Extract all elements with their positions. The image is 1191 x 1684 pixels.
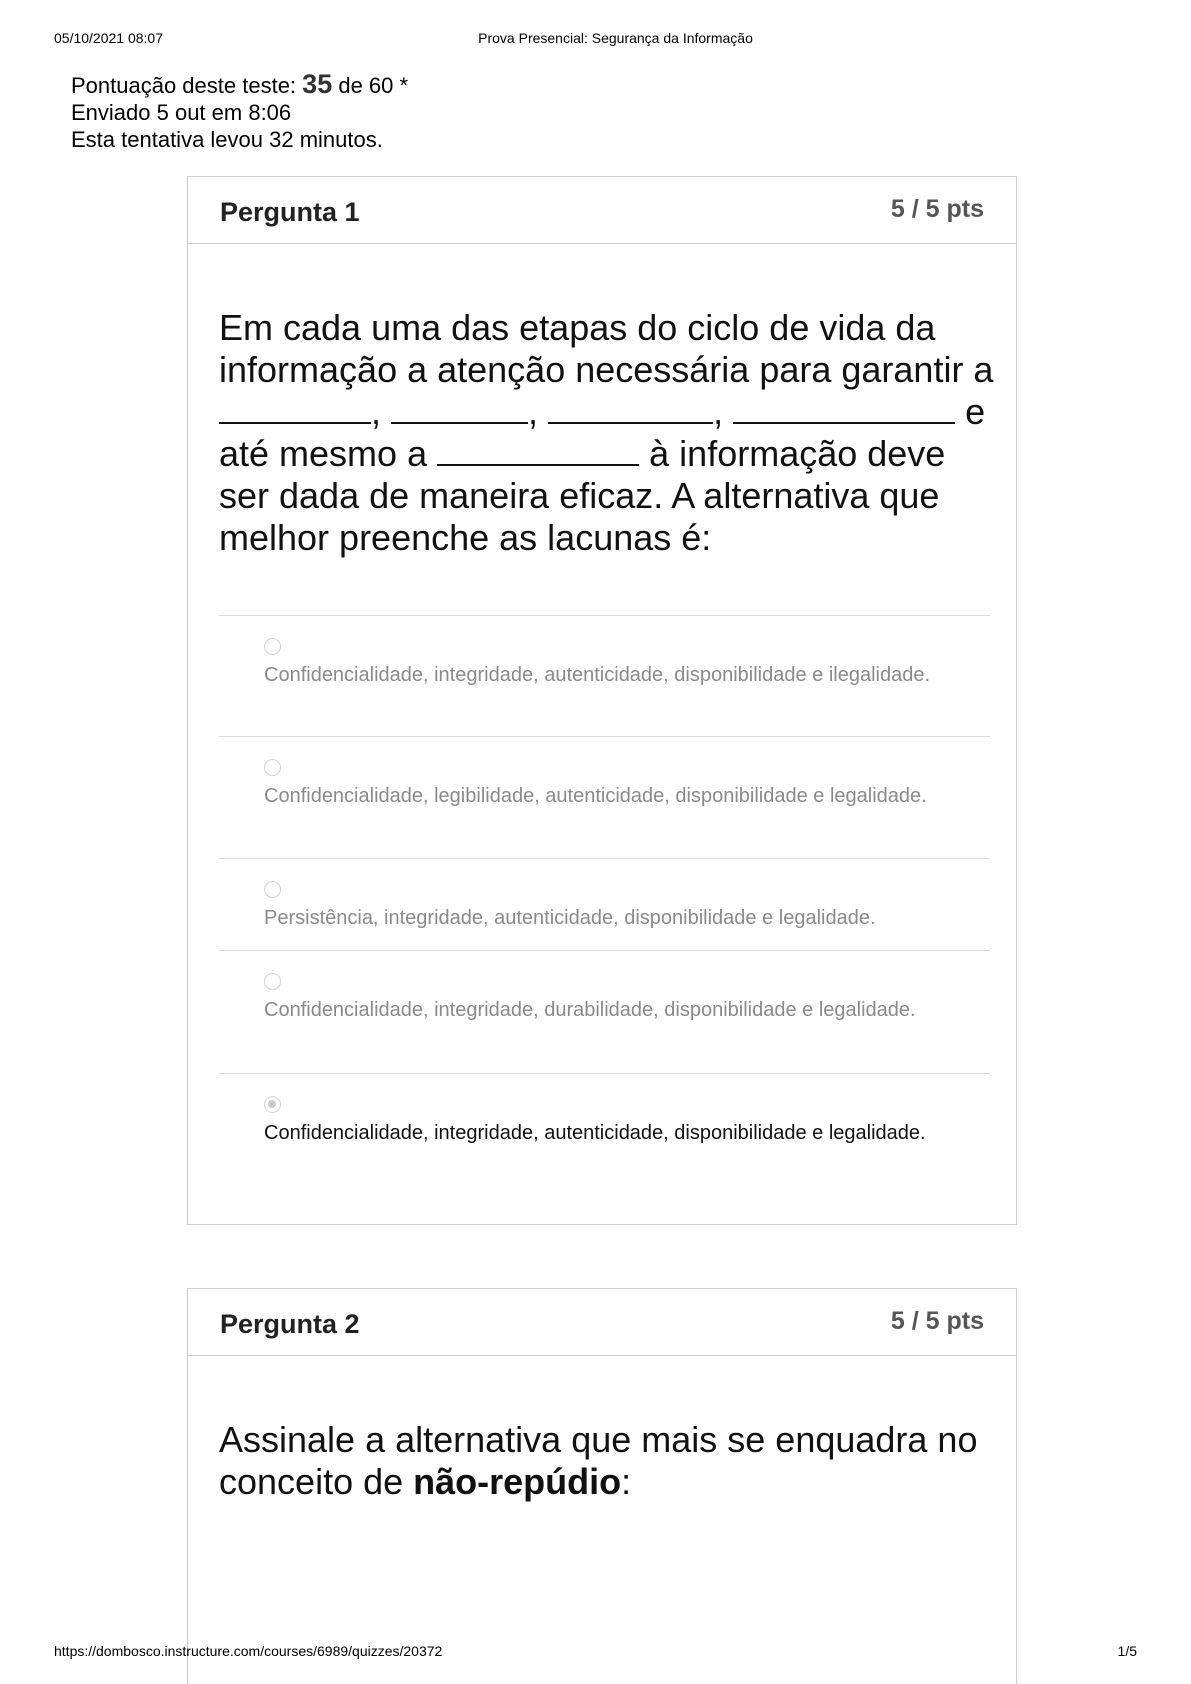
submitted-line: Enviado 5 out em 8:06 <box>71 100 292 125</box>
answer-label: Confidencialidade, legibilidade, autenticidade, disponibilidade e legalidade. <box>264 785 927 807</box>
blank-line <box>391 392 528 424</box>
answer-option[interactable] <box>219 858 990 950</box>
answer-option[interactable] <box>219 736 990 858</box>
blank-line <box>437 434 639 466</box>
question-title: Pergunta 1 <box>220 197 360 227</box>
print-header <box>54 30 1137 50</box>
answer-label: Confidencialidade, integridade, autenticidade, disponibilidade e ilegalidade. <box>264 664 931 686</box>
score-prefix: Pontuação deste teste: <box>71 73 303 98</box>
question-text <box>219 307 999 559</box>
score-value: 35 <box>302 69 333 99</box>
blank-line <box>219 392 371 424</box>
question-text-part: informação deve ser dada de maneira eficaz. A alternativa que melhor preenche as lacunas é: <box>219 433 946 558</box>
radio-button[interactable] <box>264 881 281 898</box>
radio-button-checked[interactable] <box>264 1096 281 1113</box>
question-1 <box>187 176 1017 1225</box>
answer-option[interactable] <box>219 615 990 736</box>
question-text-bold: não-repúdio <box>413 1461 622 1502</box>
blank-line <box>548 392 713 424</box>
question-text-part: Assinale a alternativa que mais se enquadra no conceito de <box>219 1419 978 1502</box>
radio-button[interactable] <box>264 638 281 655</box>
print-page-number: 1/5 <box>1117 1643 1137 1659</box>
question-text-part: , <box>371 391 382 432</box>
question-text-part: e até mesmo a <box>219 391 986 474</box>
radio-button[interactable] <box>264 759 281 776</box>
answer-label: Confidencialidade, integridade, autenticidade, disponibilidade e legalidade. <box>264 1122 926 1144</box>
question-title: Pergunta 2 <box>220 1309 360 1339</box>
print-doc-title: Prova Presencial: Segurança da Informação <box>478 30 753 46</box>
print-footer <box>54 1643 1137 1663</box>
answer-label: Confidencialidade, integridade, durabilidade, disponibilidade e legalidade. <box>264 999 916 1021</box>
question-points: 5 / 5 pts <box>890 195 984 223</box>
answer-option[interactable] <box>219 950 990 1073</box>
question-text-part: Em cada uma das etapas do ciclo de vida da informação a atenção necessária para garantir a <box>219 307 994 390</box>
print-datetime: 05/10/2021 08:07 <box>54 30 163 46</box>
question-2 <box>187 1288 1017 1684</box>
question-text-part: : <box>621 1461 632 1502</box>
print-url: https://dombosco.instructure.com/courses/6989/quizzes/20372 <box>54 1643 443 1659</box>
question-text <box>219 1419 999 1503</box>
radio-button[interactable] <box>264 973 281 990</box>
score-line <box>71 71 408 99</box>
answer-list <box>219 615 990 1194</box>
question-text-part: à <box>649 433 670 474</box>
answer-label: Persistência, integridade, autenticidade, disponibilidade e legalidade. <box>264 907 876 929</box>
duration-line: Esta tentativa levou 32 minutos. <box>71 127 383 152</box>
score-suffix: de 60 * <box>332 73 409 98</box>
question-header <box>188 177 1016 244</box>
question-points: 5 / 5 pts <box>890 1307 984 1335</box>
blank-line <box>733 392 955 424</box>
answer-option-selected[interactable] <box>219 1073 990 1194</box>
question-header <box>188 1289 1016 1356</box>
quiz-summary <box>71 71 408 153</box>
question-text-part: , <box>528 391 539 432</box>
question-text-part: , <box>713 391 724 432</box>
